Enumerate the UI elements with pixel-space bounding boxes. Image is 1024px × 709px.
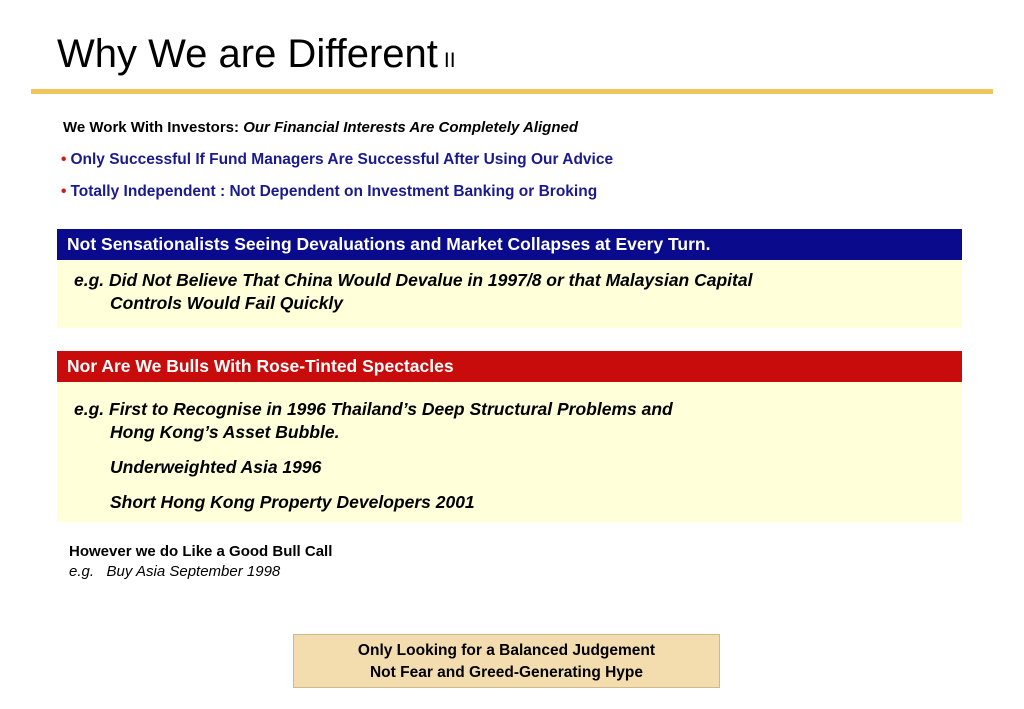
intro-lead: We Work With Investors: xyxy=(63,119,240,136)
summary-line: Not Fear and Greed-Generating Hype xyxy=(369,664,644,681)
bull-call-heading: However we do Like a Good Bull Call xyxy=(69,543,333,560)
summary-line: Only Looking for a Balanced Judgement xyxy=(357,642,656,659)
panel-line: Short Hong Kong Property Developers 2001 xyxy=(110,492,475,512)
panel-heading: Not Sensationalists Seeing Devaluations and Market Collapses at Every Turn. xyxy=(57,229,962,260)
intro-emphasis: Our Financial Interests Are Completely Aligned xyxy=(243,119,578,136)
title-divider xyxy=(31,89,993,94)
panel-line: Controls Would Fail Quickly xyxy=(110,293,344,313)
panel-line: Hong Kong’s Asset Bubble. xyxy=(110,422,340,442)
bullet-text: Totally Independent : Not Dependent on Investment Banking or Broking xyxy=(70,183,598,200)
panel-body xyxy=(57,382,962,522)
panel-line: e.g. First to Recognise in 1996 Thailand’s Deep Structural Problems and xyxy=(74,399,673,419)
summary-box xyxy=(293,634,720,688)
slide-title xyxy=(57,28,456,87)
panel-not-bulls xyxy=(57,351,962,522)
example-text: Buy Asia September 1998 xyxy=(106,563,281,580)
panel-heading: Nor Are We Bulls With Rose-Tinted Spectacles xyxy=(57,351,962,382)
bullet-marker: • xyxy=(61,151,67,168)
example-prefix: e.g. xyxy=(69,563,95,580)
bull-call-example xyxy=(69,562,332,582)
slide-title-text: Why We are Different xyxy=(57,32,438,76)
bull-call-note xyxy=(69,542,332,582)
panel-line: Underweighted Asia 1996 xyxy=(110,457,322,477)
slide-title-suffix: II xyxy=(443,49,456,72)
panel-body xyxy=(57,260,962,328)
bullet-marker: • xyxy=(61,183,67,200)
panel-not-sensationalists xyxy=(57,229,962,328)
bullet-text: Only Successful If Fund Managers Are Successful After Using Our Advice xyxy=(70,151,614,168)
bullet-item xyxy=(61,182,597,202)
bullet-item xyxy=(61,150,613,170)
panel-line: e.g. Did Not Believe That China Would Devalue in 1997/8 or that Malaysian Capital xyxy=(74,270,753,290)
intro-line xyxy=(63,118,578,138)
